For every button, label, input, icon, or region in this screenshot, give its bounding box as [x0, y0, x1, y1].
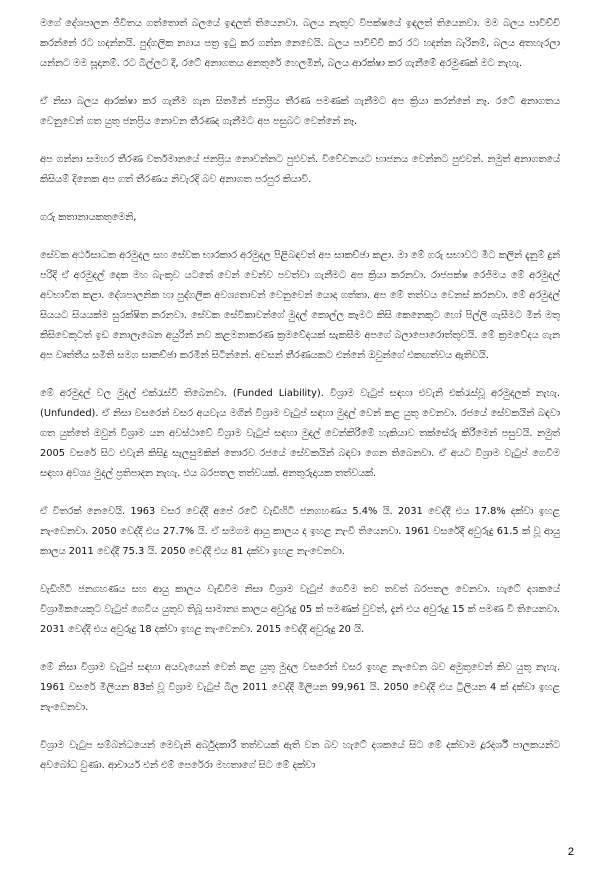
paragraph-funded-liability: මේ අරමුදල් වල මුදල් එක්රැස්වී තිබෙනවා. (Funded Liability). විශ්‍රාම වැටුප් සඳහා එවැනි එක්රැස්වූ අරමුදලක් නැහැ. (Unfunded). ඒ නිසා වසරෙන් වසර අයවැය මගින් විශ්‍රාම වැටුප් සඳහා මුදල් වෙන් කළ යුතු වෙනවා. රජයේ සේවකයින් බඳවා ගත යුත්තේ ඔවුන් විශ්‍රාම යන අවස්ථාවේ විශ්‍රාම වැටුප් සඳහා මුදල් වෙන්කිරීමේ හැකියාව තක්සේරු කිරීමෙන් පසුවයි. නමුත් 2005 වසරේ සිට එවැනි කිසිදු සැලසුමකින් තොරව රජයේ සේවකයින් බඳවා ගෙන තිබෙනවා. ඒ අයට විශ්‍රාම වැටුප් ගෙවීම සඳහා අවශ්‍ය මුදල් ප්‍රතිපාදන නැහැ. එය බරපතල තත්වයක්. අනතුරුදායක තත්වයක්. [40, 388, 560, 479]
paragraph-future-generation: අප ගන්නා සමහර තීරණ වර්තමානයේ ජනප්‍රිය නොවන්නට පුළුවන්. විවේචනයට භාජනය වෙන්නට පුළුවන්. නමුත් අනාගතයේ කිසියම් දිනෙක අප ගත් තීරණය නිවැරදි බව අනාගත පරපුර කියාවි. [40, 154, 560, 185]
paragraph-epf-etf: සේවක අර්ථසාධක අරමුදල සහ සේවක භාරකාර අරමුදල පිළිබඳවත් අප සාකච්ඡා කළා. මා මේ ගරු සභාවට මීට කලින් දැනුම් දුන් පරිදි ඒ අරමුදල් දෙක මහ බැංකුව යටතේ වෙන් වෙන්ව පවත්වා ගැනීමට අප ක්‍රියා කරනවා. රාජපක්ෂ රෙජිමය මේ අරමුදල් අවභාවිත කළා. දේශපාලනික හා පුද්ගලික අවශ්‍යතාවන් වෙනුවෙන් යොදා ගත්තා. අප මේ තත්වය වෙනස් කරනවා. මේ අරමුදල් සියයට සියයක්ම සුරක්ෂිත කරනවා. සේවක සේවිකාවන්ගේ මුදල් කොල්ල කෑමට කිසි කෙනෙකුට හෝ පිල්ලි ගැසීමට මින් මතු කිසිවෙකුටත් ඉඩ නොලැබෙන අයුරින් නව කළමනාකරණ ක්‍රමවේදයක් සැකසීම අපගේ බලාපොරොත්තුවයි. මේ ක්‍රමවේදය ගැන අප වෘත්තීය සමිති සමග සාකච්ඡා කරමින් සිටින්නේ. අවසන් තීරණයකට එන්නේ ඔවුන්ගේ එකඟත්වය ඇතිවයි. [40, 250, 560, 361]
paragraph-unpopular-decisions: ඒ නිසා බලය ආරක්ෂා කර ගැනීම ගැන සිතමින් ජනප්‍රිය තීරණ පමණක් ගැනීමට අප ක්‍රියා කරන්නේ නෑ. රටේ අනාගතය වෙනුවෙන් ගත යුතු ජනප්‍රිය නොවන තීරණද ගැනීමට අප පසුබට වෙන්නේ නෑ. [40, 96, 560, 127]
paragraph-power-use: මගේ දේශපාලන ජීවිතය ගත්තොත් බලයේ ඉඳලත් තියෙනවා. බලය නැතුව විපක්ෂයේ ඉඳලත් තියෙනවා. මම බලය පාවිච්චි කරන්නේ රට හදන්නයි. පුද්ගලික න්‍යාය පත්‍ර ඉටු කර ගන්න නෙවෙයි. බලය පාවිච්චි කර රට හදන්න බැරිනම්, බලය අතහැරලා යන්නට මම සූදානම්. රට බිල්ලට දී, රටේ අනාගතය අනතුරේ හෙලමින්, බලය ආරක්ෂා කර ගැනීමේ අරමුණක් මට නැහැ. [40, 18, 560, 69]
paragraph-pension-crisis: විශ්‍රාම වැටුප සම්බන්ධයෙන් මෙවැනි අර්බුදකාරී තත්වයක් ඇති වන බව හැටේ දශකයේ සිට මේ දක්වාම දූරදර්ශී පාලකයන්ට අවබෝධ වුණා. ආචාර්ය එන් එම් පෙරේරා මහතාගේ සිට මේ දක්වා [40, 740, 560, 771]
paragraph-aging-population: ඒ විතරක් නෙවෙයි. 1963 වසර වෙද්දී අපේ රටේ වැඩිහිටි ජනගහණය 5.4% යි. 2031 වෙද්දී එය 17.8% දක්වා ඉහළ නැංවෙනවා. 2050 වෙද්දී එය 27.7% යි. ඒ සමගම ආයු කාලය ද ඉහළ නැංවී තියෙනවා. 1961 වසරේදී අවුරුදු 61.5 ක් වූ ආයු කාලය 2011 වෙද්දී 75.3 යි. 2050 වෙද්දී එය 81 දක්වා ඉහළ නැංවෙනවා. [40, 506, 560, 557]
document-page [40, 14, 560, 794]
paragraph-pension-duration: වැඩිහිටි ජනගහණය සහ ආයු කාලය වැඩිවීම නිසා විශ්‍රාම වැටුප් ගෙවීම තව තවත් බරපතල වෙනවා. හැටේ දශකයේ විශ්‍රාමිකයෙකුට වැටුප් ගෙවීය යුතුව තිබූ සාමාන්‍ය කාලය අවුරුදු 05 ක් පමණක් වුවත්, දැන් එය අවුරුදු 15 ක් පමණ වී තියෙනවා. 2031 වෙද්දී එය අවුරුදු 18 දක්වා ඉහළ නැංවෙනවා. 2015 වෙද්දී අවුරුදු 20 යි. [40, 584, 560, 635]
salutation-speaker: ගරු කතානායකතුමෙනි, [40, 212, 137, 223]
paragraph-pension-bill: මේ නිසා විශ්‍රාම වැටුප් සඳහා අයවැයෙන් වෙන් කළ යුතු මුදල වසරෙන් වසර ඉහළ නැංවෙන බව අමුතුවෙන් කිව යුතු නැහැ. 1961 වසරේ මිලියන 83ක් වූ විශ්‍රාම වැටුප් බිල 2011 වෙද්දී මිලියන 99,961 යි. 2050 වෙද්දී එය ට්‍රිලියන 4 ක් දක්වා ඉහළ නැංවෙනවා. [40, 662, 560, 713]
page-number: 2 [567, 846, 574, 858]
